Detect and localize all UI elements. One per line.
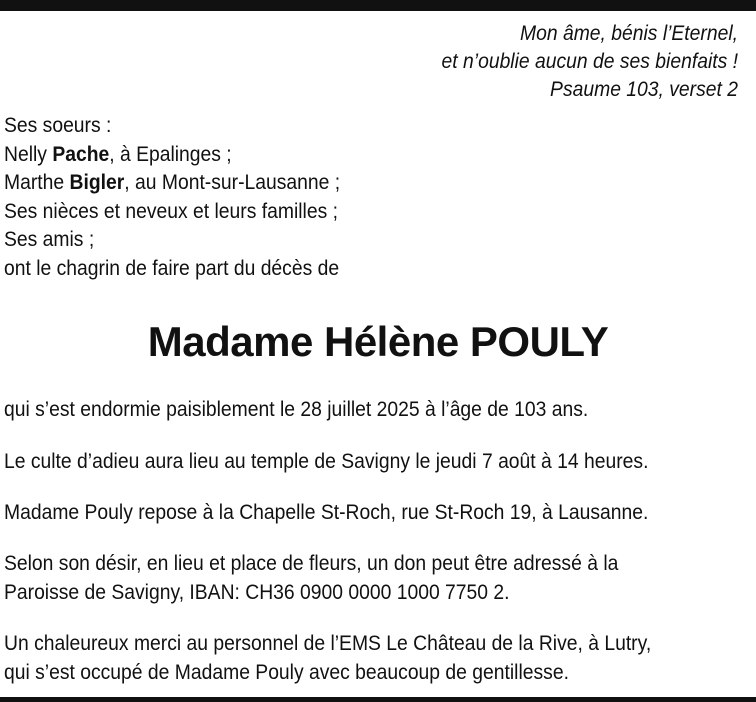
donation-line-1: Selon son désir, en lieu et place de fleurs, un don peut être adressé à la xyxy=(4,552,619,575)
paragraph-chapel: Madame Pouly repose à la Chapelle St-Roch, rue St-Roch 19, à Lausanne. xyxy=(4,501,649,524)
paragraph-donation xyxy=(4,550,618,607)
family-intro: Ses soeurs : xyxy=(4,114,112,137)
family-friends: Ses amis ; xyxy=(4,228,95,251)
epigraph-line-1: Mon âme, bénis l’Eternel, xyxy=(520,22,738,45)
member-place: , au Mont-sur-Lausanne ; xyxy=(124,171,341,194)
family-nieces: Ses nièces et neveux et leurs familles ; xyxy=(4,199,338,223)
member-place: , à Epalinges ; xyxy=(109,142,232,166)
member-first-name: Marthe xyxy=(4,171,70,194)
announcement-line: ont le chagrin de faire part du décès de xyxy=(4,256,340,280)
paragraph-passing: qui s’est endormie paisiblement le 28 juillet 2025 à l’âge de 103 ans. xyxy=(4,398,589,421)
family-member-nelly xyxy=(4,141,482,170)
epigraph-source: Psaume 103, verset 2 xyxy=(550,78,738,101)
family-member-marthe xyxy=(4,169,482,198)
donation-line-2: Paroisse de Savigny, IBAN: CH36 0900 0000 1000 7750 2. xyxy=(4,580,510,604)
paragraph-thanks xyxy=(4,630,651,687)
member-first-name: Nelly xyxy=(4,142,53,166)
epigraph xyxy=(260,20,738,104)
paragraph-service: Le culte d’adieu aura lieu au temple de Savigny le jeudi 7 août à 14 heures. xyxy=(4,450,649,473)
thanks-line-1: Un chaleureux merci au personnel de l’EMS Le Château de la Rive, à Lutry, xyxy=(4,632,652,655)
epigraph-line-2: et n’oublie aucun de ses bienfaits ! xyxy=(441,50,738,73)
deceased-name: Madame Hélène POULY xyxy=(147,318,609,365)
family-list xyxy=(4,112,482,283)
top-border-rule xyxy=(0,0,756,11)
bottom-border-rule xyxy=(0,697,756,702)
thanks-line-2: qui s’est occupé de Madame Pouly avec beaucoup de gentillesse. xyxy=(4,660,569,684)
member-last-name: Pache xyxy=(52,142,110,166)
member-last-name: Bigler xyxy=(69,171,125,194)
